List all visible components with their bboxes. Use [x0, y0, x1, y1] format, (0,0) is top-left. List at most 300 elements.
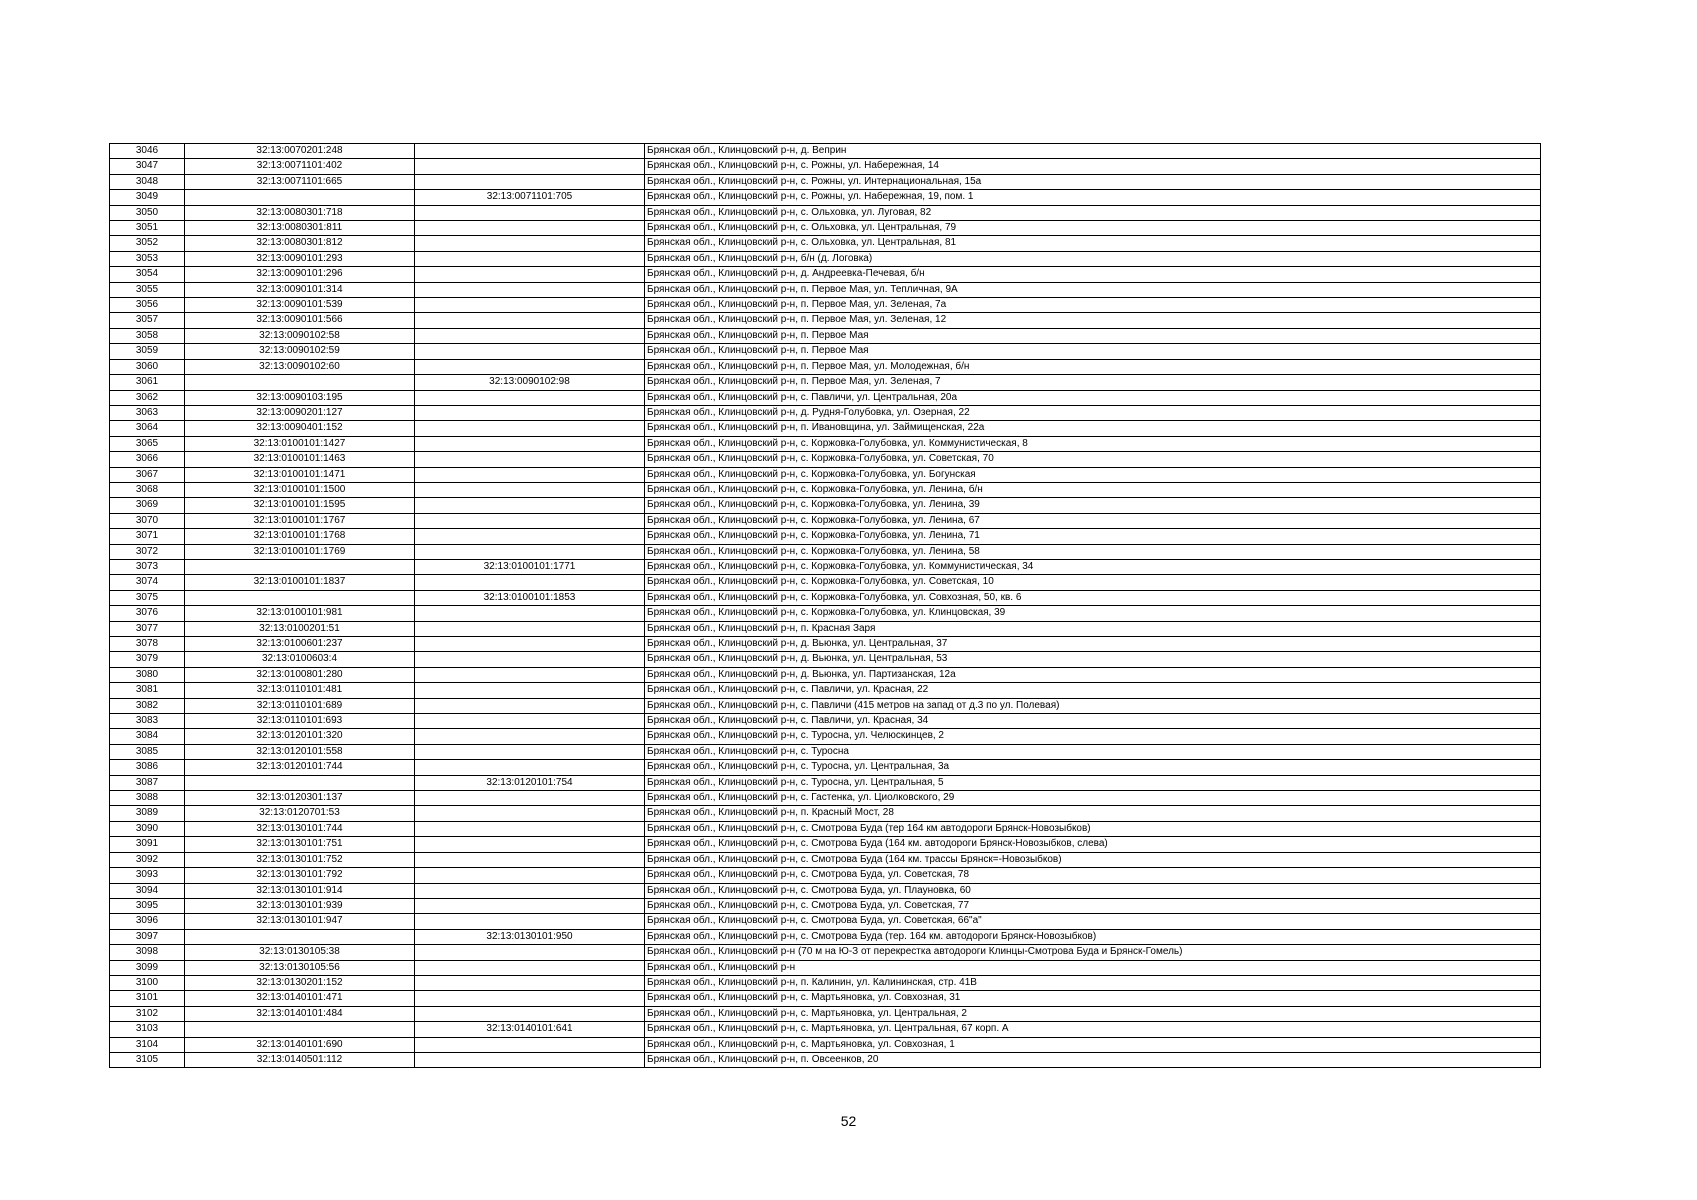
row-number-cell: 3052 [110, 236, 185, 251]
address-cell: Брянская обл., Клинцовский р-н, с. Ольховка, ул. Луговая, 82 [645, 205, 1541, 220]
cadastral-number-cell: 32:13:0120101:320 [185, 729, 415, 744]
cadastral-number-cell: 32:13:0130101:744 [185, 821, 415, 836]
cadastral-number-cell: 32:13:0130101:751 [185, 837, 415, 852]
cadastral-number-alt-cell [415, 529, 645, 544]
cadastral-number-cell: 32:13:0100101:1471 [185, 467, 415, 482]
cadastral-number-cell: 32:13:0130101:914 [185, 883, 415, 898]
address-cell: Брянская обл., Клинцовский р-н, п. Овсеенков, 20 [645, 1052, 1541, 1067]
table-row [110, 436, 1541, 451]
table-row [110, 621, 1541, 636]
address-cell: Брянская обл., Клинцовский р-н, д. Вьюнка, ул. Партизанская, 12а [645, 667, 1541, 682]
cadastral-number-alt-cell: 32:13:0140101:641 [415, 1022, 645, 1037]
row-number-cell: 3082 [110, 698, 185, 713]
row-number-cell: 3093 [110, 868, 185, 883]
address-cell: Брянская обл., Клинцовский р-н, с. Смотрова Буда (164 км. трассы Брянск=-Новозыбков) [645, 852, 1541, 867]
cadastral-number-cell: 32:13:0100101:981 [185, 606, 415, 621]
address-cell: Брянская обл., Клинцовский р-н, с. Туросна, ул. Челюскинцев, 2 [645, 729, 1541, 744]
table-row [110, 313, 1541, 328]
cadastral-number-cell: 32:13:0090102:58 [185, 328, 415, 343]
cadastral-number-cell: 32:13:0100601:237 [185, 637, 415, 652]
cadastral-number-cell: 32:13:0100101:1463 [185, 452, 415, 467]
cadastral-number-cell: 32:13:0100101:1768 [185, 529, 415, 544]
cadastral-number-alt-cell [415, 482, 645, 497]
address-cell: Брянская обл., Клинцовский р-н, с. Коржовка-Голубовка, ул. Ленина, 58 [645, 544, 1541, 559]
address-cell: Брянская обл., Клинцовский р-н, п. Красная Заря [645, 621, 1541, 636]
row-number-cell: 3066 [110, 452, 185, 467]
address-cell: Брянская обл., Клинцовский р-н, с. Мартьяновка, ул. Совхозная, 1 [645, 1037, 1541, 1052]
table-row [110, 837, 1541, 852]
cadastral-number-alt-cell [415, 991, 645, 1006]
address-cell: Брянская обл., Клинцовский р-н, п. Первое Мая, ул. Зеленая, 12 [645, 313, 1541, 328]
address-cell: Брянская обл., Клинцовский р-н, с. Смотрова Буда (164 км. автодороги Брянск-Новозыбков, слева) [645, 837, 1541, 852]
cadastral-number-alt-cell [415, 883, 645, 898]
row-number-cell: 3072 [110, 544, 185, 559]
cadastral-number-alt-cell [415, 1052, 645, 1067]
cadastral-number-cell: 32:13:0130101:947 [185, 914, 415, 929]
cadastral-number-cell [185, 1022, 415, 1037]
cadastral-number-alt-cell [415, 806, 645, 821]
address-cell: Брянская обл., Клинцовский р-н, с. Павличи, ул. Красная, 22 [645, 683, 1541, 698]
cadastral-number-alt-cell [415, 298, 645, 313]
cadastral-number-alt-cell [415, 344, 645, 359]
cadastral-number-cell: 32:13:0090401:152 [185, 421, 415, 436]
table-row [110, 667, 1541, 682]
row-number-cell: 3087 [110, 775, 185, 790]
row-number-cell: 3058 [110, 328, 185, 343]
address-cell: Брянская обл., Клинцовский р-н, д. Рудня-Голубовка, ул. Озерная, 22 [645, 405, 1541, 420]
cadastral-number-cell: 32:13:0120101:744 [185, 760, 415, 775]
row-number-cell: 3056 [110, 298, 185, 313]
table-row [110, 714, 1541, 729]
cadastral-number-cell: 32:13:0080301:812 [185, 236, 415, 251]
address-cell: Брянская обл., Клинцовский р-н, с. Смотрова Буда, ул. Советская, 77 [645, 898, 1541, 913]
row-number-cell: 3070 [110, 513, 185, 528]
cadastral-number-cell [185, 375, 415, 390]
address-cell: Брянская обл., Клинцовский р-н, с. Павличи (415 метров на запад от д.3 по ул. Полевая) [645, 698, 1541, 713]
cadastral-number-cell: 32:13:0110101:689 [185, 698, 415, 713]
cadastral-number-cell: 32:13:0090103:195 [185, 390, 415, 405]
cadastral-number-cell [185, 590, 415, 605]
cadastral-number-alt-cell [415, 714, 645, 729]
cadastral-number-alt-cell [415, 837, 645, 852]
table-row [110, 775, 1541, 790]
cadastral-number-alt-cell [415, 498, 645, 513]
address-cell: Брянская обл., Клинцовский р-н, д. Вьюнка, ул. Центральная, 53 [645, 652, 1541, 667]
cadastral-number-cell: 32:13:0100201:51 [185, 621, 415, 636]
table-row [110, 945, 1541, 960]
table-row [110, 344, 1541, 359]
address-cell: Брянская обл., Клинцовский р-н, с. Коржовка-Голубовка, ул. Ленина, б/н [645, 482, 1541, 497]
row-number-cell: 3053 [110, 251, 185, 266]
table-row [110, 868, 1541, 883]
address-cell: Брянская обл., Клинцовский р-н, с. Коржовка-Голубовка, ул. Совхозная, 50, кв. 6 [645, 590, 1541, 605]
address-cell: Брянская обл., Клинцовский р-н, п. Красный Мост, 28 [645, 806, 1541, 821]
cadastral-number-cell: 32:13:0100101:1595 [185, 498, 415, 513]
row-number-cell: 3104 [110, 1037, 185, 1052]
row-number-cell: 3080 [110, 667, 185, 682]
cadastral-number-cell [185, 559, 415, 574]
table-row [110, 1037, 1541, 1052]
row-number-cell: 3086 [110, 760, 185, 775]
address-cell: Брянская обл., Клинцовский р-н, с. Коржовка-Голубовка, ул. Ленина, 71 [645, 529, 1541, 544]
cadastral-number-cell: 32:13:0090101:566 [185, 313, 415, 328]
table-row [110, 359, 1541, 374]
table-row [110, 760, 1541, 775]
table-row [110, 405, 1541, 420]
table-row [110, 421, 1541, 436]
row-number-cell: 3047 [110, 159, 185, 174]
table-row [110, 251, 1541, 266]
cadastral-number-cell: 32:13:0090102:59 [185, 344, 415, 359]
table-row [110, 375, 1541, 390]
address-cell: Брянская обл., Клинцовский р-н, с. Мартьяновка, ул. Совхозная, 31 [645, 991, 1541, 1006]
cadastral-number-alt-cell [415, 205, 645, 220]
cadastral-number-alt-cell [415, 1037, 645, 1052]
row-number-cell: 3067 [110, 467, 185, 482]
row-number-cell: 3090 [110, 821, 185, 836]
cadastral-number-cell: 32:13:0100101:1767 [185, 513, 415, 528]
table-row [110, 806, 1541, 821]
address-cell: Брянская обл., Клинцовский р-н, с. Гастенка, ул. Циолковского, 29 [645, 791, 1541, 806]
cadastral-number-cell: 32:13:0100101:1769 [185, 544, 415, 559]
address-cell: Брянская обл., Клинцовский р-н [645, 960, 1541, 975]
cadastral-number-alt-cell [415, 945, 645, 960]
cadastral-number-cell: 32:13:0090102:60 [185, 359, 415, 374]
cadastral-number-alt-cell [415, 575, 645, 590]
row-number-cell: 3079 [110, 652, 185, 667]
table-row [110, 744, 1541, 759]
row-number-cell: 3057 [110, 313, 185, 328]
address-cell: Брянская обл., Клинцовский р-н, п. Калинин, ул. Калининская, стр. 41В [645, 975, 1541, 990]
table-row [110, 159, 1541, 174]
address-cell: Брянская обл., Клинцовский р-н, п. Первое Мая, ул. Молодежная, б/н [645, 359, 1541, 374]
cadastral-number-alt-cell: 32:13:0100101:1853 [415, 590, 645, 605]
address-cell: Брянская обл., Клинцовский р-н, п. Первое Мая [645, 328, 1541, 343]
cadastral-number-cell: 32:13:0120301:137 [185, 791, 415, 806]
cadastral-number-alt-cell [415, 359, 645, 374]
row-number-cell: 3092 [110, 852, 185, 867]
cadastral-number-cell [185, 190, 415, 205]
table-row [110, 190, 1541, 205]
row-number-cell: 3064 [110, 421, 185, 436]
row-number-cell: 3091 [110, 837, 185, 852]
row-number-cell: 3055 [110, 282, 185, 297]
address-cell: Брянская обл., Клинцовский р-н, с. Смотрова Буда (тер. 164 км. автодороги Брянск-Новозыбков) [645, 929, 1541, 944]
cadastral-number-cell: 32:13:0100101:1500 [185, 482, 415, 497]
cadastral-number-cell: 32:13:0130101:939 [185, 898, 415, 913]
cadastral-number-alt-cell [415, 606, 645, 621]
table-row [110, 529, 1541, 544]
row-number-cell: 3084 [110, 729, 185, 744]
cadastral-number-alt-cell [415, 621, 645, 636]
address-cell: Брянская обл., Клинцовский р-н, с. Туросна, ул. Центральная, 3а [645, 760, 1541, 775]
address-cell: Брянская обл., Клинцовский р-н, с. Мартьяновка, ул. Центральная, 2 [645, 1006, 1541, 1021]
table-row [110, 452, 1541, 467]
table-row [110, 1006, 1541, 1021]
address-cell: Брянская обл., Клинцовский р-н, с. Павличи, ул. Красная, 34 [645, 714, 1541, 729]
cadastral-number-alt-cell [415, 683, 645, 698]
address-cell: Брянская обл., Клинцовский р-н, п. Ивановщина, ул. Займищенская, 22а [645, 421, 1541, 436]
address-cell: Брянская обл., Клинцовский р-н, с. Коржовка-Голубовка, ул. Коммунистическая, 8 [645, 436, 1541, 451]
row-number-cell: 3062 [110, 390, 185, 405]
cadastral-number-cell: 32:13:0140501:112 [185, 1052, 415, 1067]
address-cell: Брянская обл., Клинцовский р-н, с. Рожны, ул. Интернациональная, 15а [645, 174, 1541, 189]
cadastral-number-cell: 32:13:0100101:1837 [185, 575, 415, 590]
table-row [110, 898, 1541, 913]
cadastral-number-alt-cell [415, 174, 645, 189]
address-cell: Брянская обл., Клинцовский р-н, с. Смотрова Буда (тер 164 км автодороги Брянск-Новозыбков) [645, 821, 1541, 836]
cadastral-number-alt-cell [415, 282, 645, 297]
cadastral-number-alt-cell [415, 960, 645, 975]
cadastral-number-alt-cell [415, 975, 645, 990]
cadastral-number-alt-cell [415, 852, 645, 867]
cadastral-number-alt-cell [415, 868, 645, 883]
row-number-cell: 3071 [110, 529, 185, 544]
cadastral-number-cell: 32:13:0100801:280 [185, 667, 415, 682]
row-number-cell: 3074 [110, 575, 185, 590]
row-number-cell: 3094 [110, 883, 185, 898]
address-cell: Брянская обл., Клинцовский р-н, с. Коржовка-Голубовка, ул. Богунская [645, 467, 1541, 482]
address-cell: Брянская обл., Клинцовский р-н, с. Ольховка, ул. Центральная, 79 [645, 221, 1541, 236]
cadastral-number-alt-cell [415, 405, 645, 420]
cadastral-number-alt-cell [415, 159, 645, 174]
table-row [110, 575, 1541, 590]
cadastral-number-alt-cell [415, 267, 645, 282]
row-number-cell: 3089 [110, 806, 185, 821]
table-row [110, 298, 1541, 313]
table-row [110, 991, 1541, 1006]
cadastral-number-alt-cell [415, 236, 645, 251]
row-number-cell: 3069 [110, 498, 185, 513]
table-body [110, 144, 1541, 1068]
row-number-cell: 3081 [110, 683, 185, 698]
cadastral-number-cell [185, 929, 415, 944]
cadastral-number-cell: 32:13:0130105:56 [185, 960, 415, 975]
cadastral-number-alt-cell [415, 760, 645, 775]
cadastral-number-cell: 32:13:0071101:665 [185, 174, 415, 189]
cadastral-number-cell: 32:13:0110101:481 [185, 683, 415, 698]
table-row [110, 174, 1541, 189]
cadastral-number-alt-cell [415, 221, 645, 236]
address-cell: Брянская обл., Клинцовский р-н (70 м на Ю-З от перекрестка автодороги Клинцы-Смотрова Буда и Брянск-Гомель) [645, 945, 1541, 960]
address-cell: Брянская обл., Клинцовский р-н, с. Коржовка-Голубовка, ул. Ленина, 67 [645, 513, 1541, 528]
cadastral-number-cell [185, 775, 415, 790]
table-row [110, 791, 1541, 806]
row-number-cell: 3102 [110, 1006, 185, 1021]
row-number-cell: 3101 [110, 991, 185, 1006]
row-number-cell: 3103 [110, 1022, 185, 1037]
address-cell: Брянская обл., Клинцовский р-н, п. Первое Мая, ул. Зеленая, 7 [645, 375, 1541, 390]
address-cell: Брянская обл., Клинцовский р-н, с. Коржовка-Голубовка, ул. Ленина, 39 [645, 498, 1541, 513]
row-number-cell: 3049 [110, 190, 185, 205]
cadastral-number-alt-cell [415, 637, 645, 652]
row-number-cell: 3085 [110, 744, 185, 759]
cadastral-number-alt-cell [415, 898, 645, 913]
table-row [110, 821, 1541, 836]
row-number-cell: 3054 [110, 267, 185, 282]
cadastral-number-cell: 32:13:0130101:792 [185, 868, 415, 883]
cadastral-number-cell: 32:13:0130201:152 [185, 975, 415, 990]
table-row [110, 729, 1541, 744]
cadastral-number-cell: 32:13:0100603:4 [185, 652, 415, 667]
cadastral-number-alt-cell [415, 421, 645, 436]
cadastral-number-cell: 32:13:0100101:1427 [185, 436, 415, 451]
row-number-cell: 3059 [110, 344, 185, 359]
row-number-cell: 3100 [110, 975, 185, 990]
row-number-cell: 3061 [110, 375, 185, 390]
cadastral-number-cell: 32:13:0090101:314 [185, 282, 415, 297]
row-number-cell: 3073 [110, 559, 185, 574]
table-row [110, 852, 1541, 867]
address-cell: Брянская обл., Клинцовский р-н, п. Первое Мая [645, 344, 1541, 359]
address-cell: Брянская обл., Клинцовский р-н, с. Смотрова Буда, ул. Советская, 78 [645, 868, 1541, 883]
address-cell: Брянская обл., Клинцовский р-н, п. Первое Мая, ул. Тепличная, 9А [645, 282, 1541, 297]
table-row [110, 652, 1541, 667]
cadastral-number-alt-cell [415, 652, 645, 667]
row-number-cell: 3046 [110, 144, 185, 159]
table-row [110, 328, 1541, 343]
table-row [110, 498, 1541, 513]
cadastral-number-cell: 32:13:0120701:53 [185, 806, 415, 821]
table-row [110, 282, 1541, 297]
address-cell: Брянская обл., Клинцовский р-н, с. Коржовка-Голубовка, ул. Советская, 10 [645, 575, 1541, 590]
address-cell: Брянская обл., Клинцовский р-н, с. Смотрова Буда, ул. Плауновка, 60 [645, 883, 1541, 898]
row-number-cell: 3095 [110, 898, 185, 913]
cadastral-number-alt-cell [415, 513, 645, 528]
address-cell: Брянская обл., Клинцовский р-н, с. Павличи, ул. Центральная, 20а [645, 390, 1541, 405]
cadastral-number-alt-cell: 32:13:0120101:754 [415, 775, 645, 790]
table-row [110, 236, 1541, 251]
table-row [110, 960, 1541, 975]
cadastral-number-cell: 32:13:0130101:752 [185, 852, 415, 867]
table-row [110, 883, 1541, 898]
table-row [110, 1022, 1541, 1037]
address-cell: Брянская обл., Клинцовский р-н, с. Туросна [645, 744, 1541, 759]
address-cell: Брянская обл., Клинцовский р-н, с. Коржовка-Голубовка, ул. Клинцовская, 39 [645, 606, 1541, 621]
row-number-cell: 3099 [110, 960, 185, 975]
row-number-cell: 3050 [110, 205, 185, 220]
cadastral-number-alt-cell [415, 467, 645, 482]
address-cell: Брянская обл., Клинцовский р-н, п. Первое Мая, ул. Зеленая, 7а [645, 298, 1541, 313]
cadastral-number-alt-cell [415, 544, 645, 559]
cadastral-number-cell: 32:13:0071101:402 [185, 159, 415, 174]
row-number-cell: 3063 [110, 405, 185, 420]
cadastral-number-alt-cell [415, 729, 645, 744]
table-row [110, 698, 1541, 713]
address-cell: Брянская обл., Клинцовский р-н, с. Мартьяновка, ул. Центральная, 67 корп. А [645, 1022, 1541, 1037]
cadastral-number-cell: 32:13:0090101:296 [185, 267, 415, 282]
cadastral-number-alt-cell [415, 251, 645, 266]
cadastral-table [109, 143, 1541, 1068]
cadastral-number-alt-cell [415, 744, 645, 759]
cadastral-number-alt-cell [415, 698, 645, 713]
cadastral-number-cell: 32:13:0070201:248 [185, 144, 415, 159]
cadastral-number-cell: 32:13:0120101:558 [185, 744, 415, 759]
table-row [110, 637, 1541, 652]
row-number-cell: 3078 [110, 637, 185, 652]
cadastral-number-cell: 32:13:0140101:471 [185, 991, 415, 1006]
cadastral-number-cell: 32:13:0090201:127 [185, 405, 415, 420]
row-number-cell: 3097 [110, 929, 185, 944]
table-row [110, 205, 1541, 220]
cadastral-number-cell: 32:13:0090101:539 [185, 298, 415, 313]
cadastral-number-alt-cell [415, 144, 645, 159]
address-cell: Брянская обл., Клинцовский р-н, с. Рожны, ул. Набережная, 14 [645, 159, 1541, 174]
table-row [110, 559, 1541, 574]
row-number-cell: 3088 [110, 791, 185, 806]
table-row [110, 929, 1541, 944]
table-row [110, 482, 1541, 497]
cadastral-number-cell: 32:13:0090101:293 [185, 251, 415, 266]
cadastral-number-alt-cell [415, 452, 645, 467]
row-number-cell: 3076 [110, 606, 185, 621]
row-number-cell: 3083 [110, 714, 185, 729]
address-cell: Брянская обл., Клинцовский р-н, с. Коржовка-Голубовка, ул. Советская, 70 [645, 452, 1541, 467]
table-row [110, 467, 1541, 482]
address-cell: Брянская обл., Клинцовский р-н, с. Рожны, ул. Набережная, 19, пом. 1 [645, 190, 1541, 205]
row-number-cell: 3105 [110, 1052, 185, 1067]
cadastral-number-alt-cell [415, 791, 645, 806]
table-row [110, 144, 1541, 159]
page-number: 52 [840, 1113, 857, 1129]
address-cell: Брянская обл., Клинцовский р-н, с. Ольховка, ул. Центральная, 81 [645, 236, 1541, 251]
address-cell: Брянская обл., Клинцовский р-н, с. Коржовка-Голубовка, ул. Коммунистическая, 34 [645, 559, 1541, 574]
table-row [110, 914, 1541, 929]
table-row [110, 606, 1541, 621]
cadastral-number-alt-cell [415, 821, 645, 836]
cadastral-number-alt-cell: 32:13:0100101:1771 [415, 559, 645, 574]
cadastral-number-cell: 32:13:0080301:811 [185, 221, 415, 236]
address-cell: Брянская обл., Клинцовский р-н, б/н (д. Логовка) [645, 251, 1541, 266]
row-number-cell: 3098 [110, 945, 185, 960]
cadastral-number-cell: 32:13:0080301:718 [185, 205, 415, 220]
table-row [110, 513, 1541, 528]
cadastral-number-cell: 32:13:0140101:484 [185, 1006, 415, 1021]
cadastral-number-cell: 32:13:0130105:38 [185, 945, 415, 960]
address-cell: Брянская обл., Клинцовский р-н, д. Веприн [645, 144, 1541, 159]
cadastral-number-cell: 32:13:0140101:690 [185, 1037, 415, 1052]
table-row [110, 1052, 1541, 1067]
address-cell: Брянская обл., Клинцовский р-н, с. Смотрова Буда, ул. Советская, 66"а" [645, 914, 1541, 929]
cadastral-number-alt-cell [415, 390, 645, 405]
row-number-cell: 3051 [110, 221, 185, 236]
row-number-cell: 3065 [110, 436, 185, 451]
cadastral-number-alt-cell [415, 667, 645, 682]
table-row [110, 975, 1541, 990]
cadastral-number-alt-cell [415, 914, 645, 929]
cadastral-number-alt-cell [415, 436, 645, 451]
cadastral-number-alt-cell: 32:13:0071101:705 [415, 190, 645, 205]
row-number-cell: 3077 [110, 621, 185, 636]
table-row [110, 544, 1541, 559]
cadastral-number-alt-cell: 32:13:0090102:98 [415, 375, 645, 390]
table-row [110, 590, 1541, 605]
cadastral-number-cell: 32:13:0110101:693 [185, 714, 415, 729]
address-cell: Брянская обл., Клинцовский р-н, д. Андреевка-Печевая, б/н [645, 267, 1541, 282]
table-row [110, 221, 1541, 236]
cadastral-number-alt-cell [415, 313, 645, 328]
address-cell: Брянская обл., Клинцовский р-н, д. Вьюнка, ул. Центральная, 37 [645, 637, 1541, 652]
row-number-cell: 3075 [110, 590, 185, 605]
row-number-cell: 3068 [110, 482, 185, 497]
address-cell: Брянская обл., Клинцовский р-н, с. Туросна, ул. Центральная, 5 [645, 775, 1541, 790]
table-row [110, 683, 1541, 698]
cadastral-number-alt-cell [415, 1006, 645, 1021]
row-number-cell: 3048 [110, 174, 185, 189]
table-row [110, 267, 1541, 282]
row-number-cell: 3060 [110, 359, 185, 374]
cadastral-number-alt-cell: 32:13:0130101:950 [415, 929, 645, 944]
